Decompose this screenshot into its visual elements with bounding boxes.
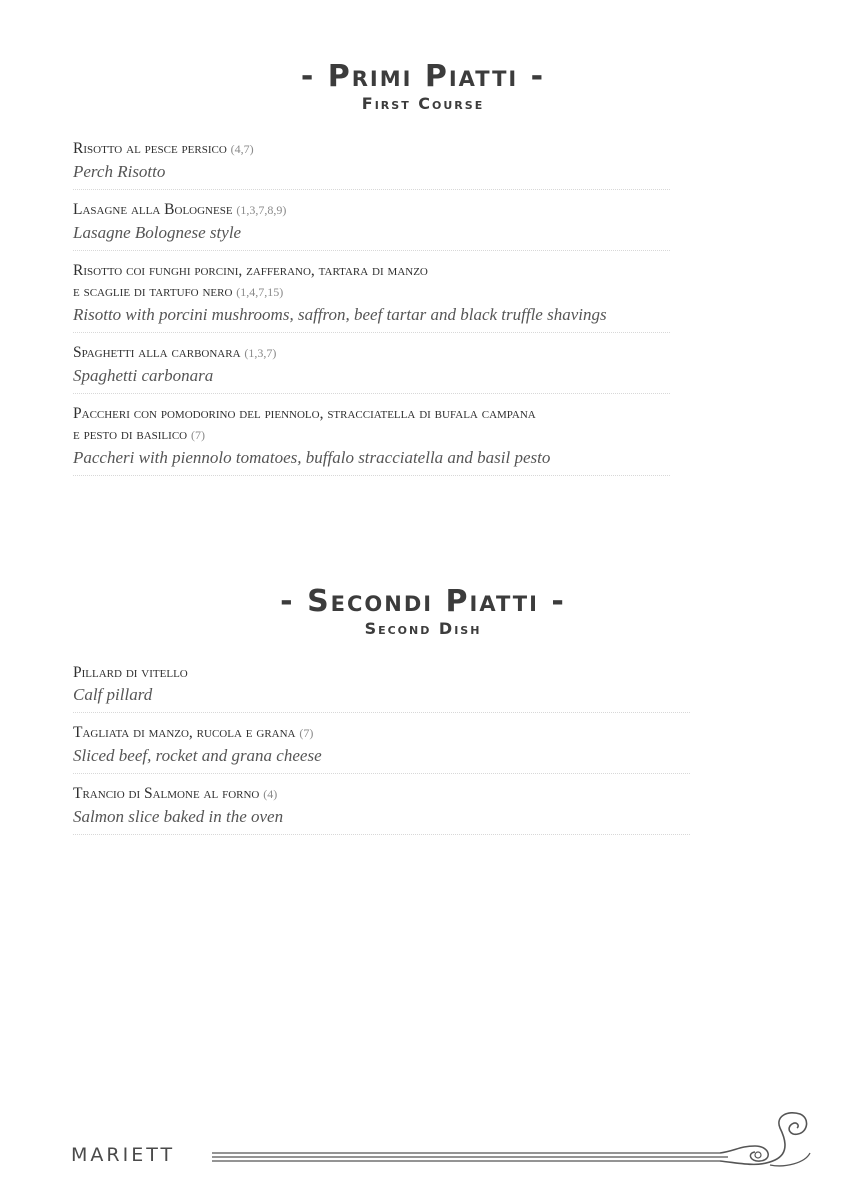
dish-name-line2: e scaglie di tartufo nero (1,4,7,15) bbox=[73, 283, 284, 300]
brand-logo-text: MARIETT bbox=[71, 1144, 176, 1166]
dish-name: Spaghetti alla carbonara (1,3,7) bbox=[73, 344, 277, 361]
secondi-list bbox=[73, 662, 690, 844]
dish-name: Paccheri con pomodorino del piennolo, stracciatella di bufala campana bbox=[73, 405, 536, 422]
list-item bbox=[73, 342, 670, 394]
list-item bbox=[73, 199, 670, 251]
list-item bbox=[73, 662, 690, 713]
section-title: - Primi Piatti - bbox=[300, 59, 546, 94]
list-item bbox=[73, 722, 690, 774]
allergen-codes: (1,4,7,15) bbox=[236, 285, 284, 299]
dish-description: Calf pillard bbox=[73, 685, 153, 704]
dish-name: Trancio di Salmone al forno (4) bbox=[73, 785, 278, 802]
dish-description: Salmon slice baked in the oven bbox=[73, 807, 284, 826]
dish-description: Spaghetti carbonara bbox=[73, 366, 214, 385]
section-title: - Secondi Piatti - bbox=[280, 584, 566, 619]
allergen-codes: (7) bbox=[190, 428, 205, 442]
dish-name-line2: e pesto di basilico (7) bbox=[73, 426, 205, 443]
dish-description: Risotto with porcini mushrooms, saffron, beef tartar and black truffle shavings bbox=[73, 305, 607, 324]
allergen-codes: (4,7) bbox=[230, 142, 254, 156]
section-subtitle: First Course bbox=[361, 94, 485, 113]
dish-name: Risotto coi funghi porcini, zafferano, tartara di manzo bbox=[73, 262, 428, 279]
dish-description: Paccheri with piennolo tomatoes, buffalo stracciatella and basil pesto bbox=[73, 448, 551, 467]
secondi-section bbox=[0, 585, 846, 639]
section-subtitle: Second Dish bbox=[364, 619, 482, 638]
list-item bbox=[73, 403, 670, 476]
dish-name: Risotto al pesce persico (4,7) bbox=[73, 140, 254, 157]
allergen-codes: (1,3,7,8,9) bbox=[236, 203, 287, 217]
list-item bbox=[73, 783, 690, 835]
dish-name: Lasagne alla Bolognese (1,3,7,8,9) bbox=[73, 201, 287, 218]
primi-section bbox=[0, 60, 846, 114]
primi-list bbox=[73, 138, 670, 485]
list-item bbox=[73, 138, 670, 190]
dish-name: Tagliata di manzo, rucola e grana (7) bbox=[73, 724, 314, 741]
list-item bbox=[73, 260, 670, 333]
dish-name: Pillard di vitello bbox=[73, 664, 188, 681]
dish-description: Perch Risotto bbox=[73, 162, 166, 181]
dish-description: Sliced beef, rocket and grana cheese bbox=[73, 746, 322, 765]
scroll-ornament-icon bbox=[210, 1108, 816, 1170]
dish-description: Lasagne Bolognese style bbox=[73, 223, 242, 242]
allergen-codes: (4) bbox=[263, 787, 278, 801]
allergen-codes: (1,3,7) bbox=[244, 346, 277, 360]
allergen-codes: (7) bbox=[299, 726, 314, 740]
